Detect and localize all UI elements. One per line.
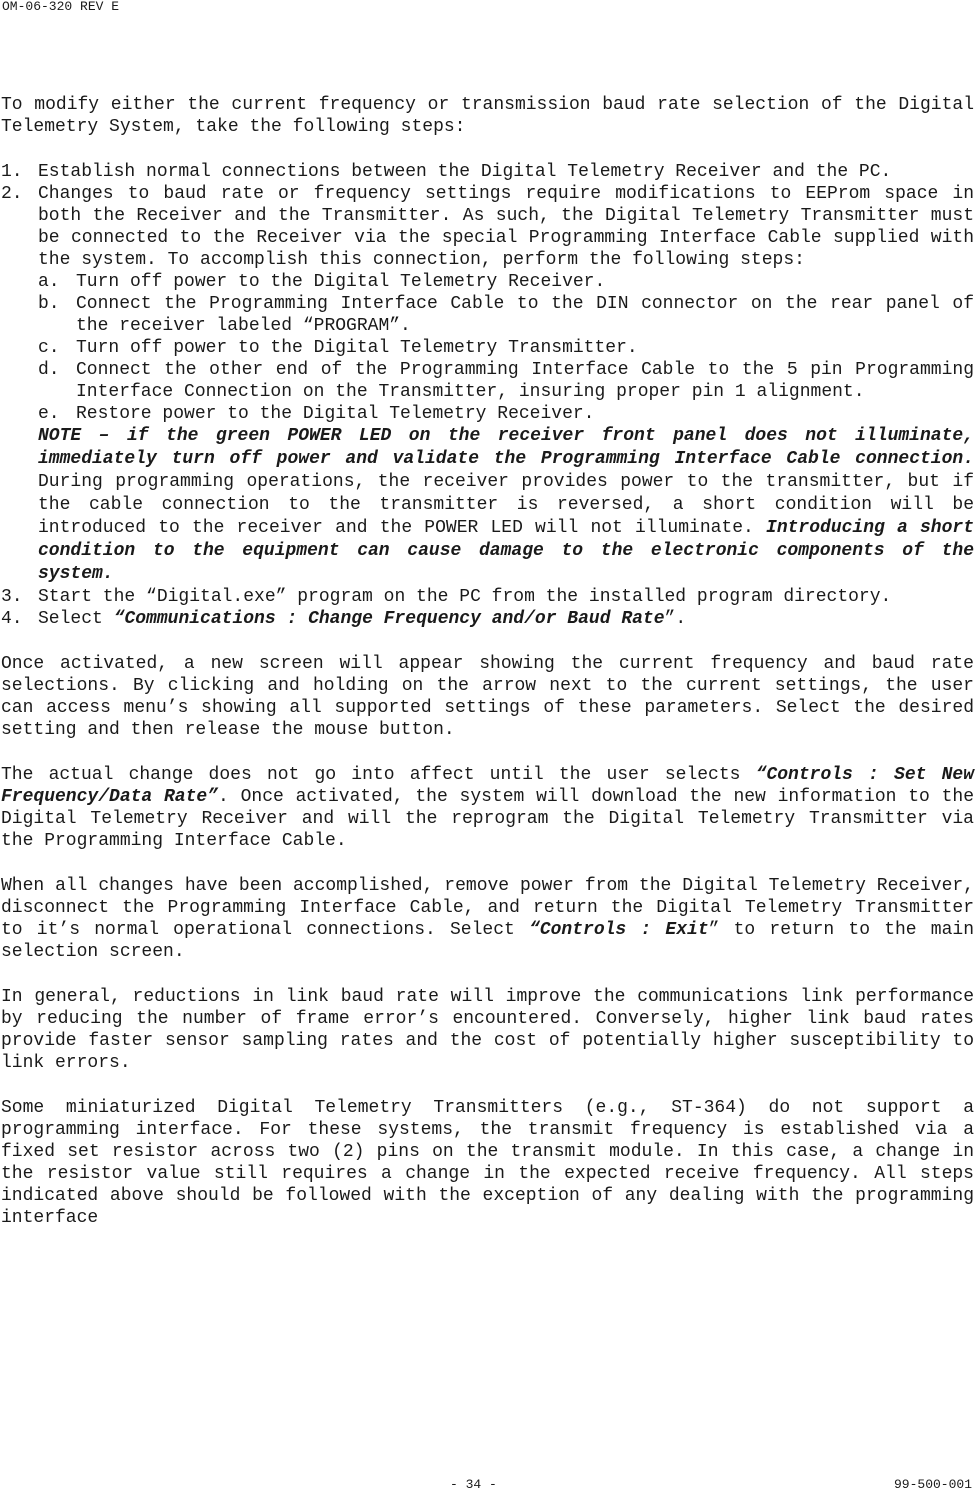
substep-letter: b. [38, 294, 60, 314]
paragraph-in-general: In general, reductions in link baud rate will improve the communications link performance by reducing the number of frame error’s encountered. Conversely, higher link baud rates provide faster sensor sampling rates and the cost of potentially higher susceptibility to link errors. [1, 987, 974, 1073]
text-pre: The actual change does not go into affect until the user selects [1, 765, 756, 785]
page-number: - 34 - [450, 1477, 497, 1492]
substep-letter: a. [38, 272, 60, 292]
procedure-steps [1, 161, 974, 630]
menu-path: “Controls : Exit [529, 920, 709, 940]
substep-letter: c. [38, 338, 60, 358]
substep-letter: e. [38, 404, 60, 424]
text-post: . Once activated, the system will download the new information to the Digital Telemetry Receiver and will the reprogram the Digital Telemetry Transmitter via the Programming Interface Cable. [1, 787, 974, 851]
step-3 [1, 586, 974, 608]
step-number: 2. [1, 184, 23, 204]
intro-paragraph: To modify either the current frequency or transmission baud rate selection of the Digital Telemetry System, take the following steps: [1, 95, 974, 137]
note-warning: Introducing a short condition to the equipment can cause damage to the electronic components of the system. [38, 518, 974, 584]
substep-text: Restore power to the Digital Telemetry Receiver. [76, 404, 595, 424]
step-number: 4. [1, 609, 23, 629]
page-content [1, 94, 974, 1252]
step-1 [1, 161, 974, 183]
substep-a [38, 271, 974, 293]
substep-text: Turn off power to the Digital Telemetry Receiver. [76, 272, 606, 292]
substep-e [38, 403, 974, 425]
menu-path-open-quote: “ [113, 609, 125, 629]
paragraph-when-done [1, 875, 974, 963]
step-text-post: ”. [664, 609, 687, 629]
text-pre: When all changes have been accomplished, remove power from the Digital Telemetry Receiver, disconnect the Programming Interface Cable, and return the Digital Telemetry Transmitter to it’s normal operational connections. Select [1, 876, 974, 940]
text-post: ” to return to the main selection screen. [1, 920, 975, 962]
step-text: Establish normal connections between the Digital Telemetry Receiver and the PC. [38, 162, 892, 182]
paragraph-actual-change [1, 764, 974, 852]
step-text: Start the “Digital.exe” program on the PC from the installed program directory. [38, 587, 892, 607]
substeps [38, 271, 974, 425]
substep-b [38, 293, 974, 337]
substep-text: Turn off power to the Digital Telemetry Transmitter. [76, 338, 638, 358]
step-4 [1, 608, 974, 630]
substep-d [38, 359, 974, 403]
substep-c [38, 337, 974, 359]
note-text: During programming operations, the receiver provides power to the transmitter, but if the cable connection to the transmitter is reversed, a short condition will be introduced to the receiver and the POWER LED will not illuminate. [38, 472, 974, 538]
substep-letter: d. [38, 360, 60, 380]
document-number: 99-500-001 [893, 1477, 972, 1492]
substep-text: Connect the Programming Interface Cable to the DIN connector on the rear panel of the receiver labeled “PROGRAM”. [76, 294, 974, 336]
substep-text: Connect the other end of the Programming Interface Cable to the 5 pin Programming Interface Connection on the Transmitter, insuring proper pin 1 alignment. [76, 360, 974, 402]
step-text-pre: Select [38, 609, 114, 629]
menu-path: Communications : Change Frequency and/or Baud Rate [124, 609, 665, 629]
document-reference: OM-06-320 REV E [2, 0, 120, 14]
step-number: 1. [1, 162, 23, 182]
step-text: Changes to baud rate or frequency settings require modifications to EEProm space in both the Receiver and the Transmitter. As such, the Digital Telemetry Transmitter must be connected to the Receiver via the special Programming Interface Cable supplied with the system. To accomplish this connection, perform the following steps: [38, 184, 974, 270]
note-emphasis: NOTE – if the green POWER LED on the receiver front panel does not illuminate, immediately turn off power and validate the Programming Interface Cable connection. [38, 426, 974, 469]
paragraph-miniaturized: Some miniaturized Digital Telemetry Transmitters (e.g., ST-364) do not support a programming interface. For these systems, the transmit frequency is established via a fixed set resistor across two (2) pins on the transmit module. In this case, a change in the resistor value still requires a change in the expected receive frequency. All steps indicated above should be followed with the exception of any dealing with the programming interface [1, 1098, 974, 1228]
step-number: 3. [1, 587, 23, 607]
step-2 [1, 183, 974, 586]
paragraph-once-activated: Once activated, a new screen will appear showing the current frequency and baud rate selections. By clicking and holding on the arrow next to the current settings, the user can access menu’s showing all supported settings of these parameters. Select the desired setting and then release the mouse button. [1, 654, 974, 740]
warning-note [38, 425, 974, 586]
menu-path: “Controls : Set New Frequency/Data Rate” [1, 765, 975, 807]
